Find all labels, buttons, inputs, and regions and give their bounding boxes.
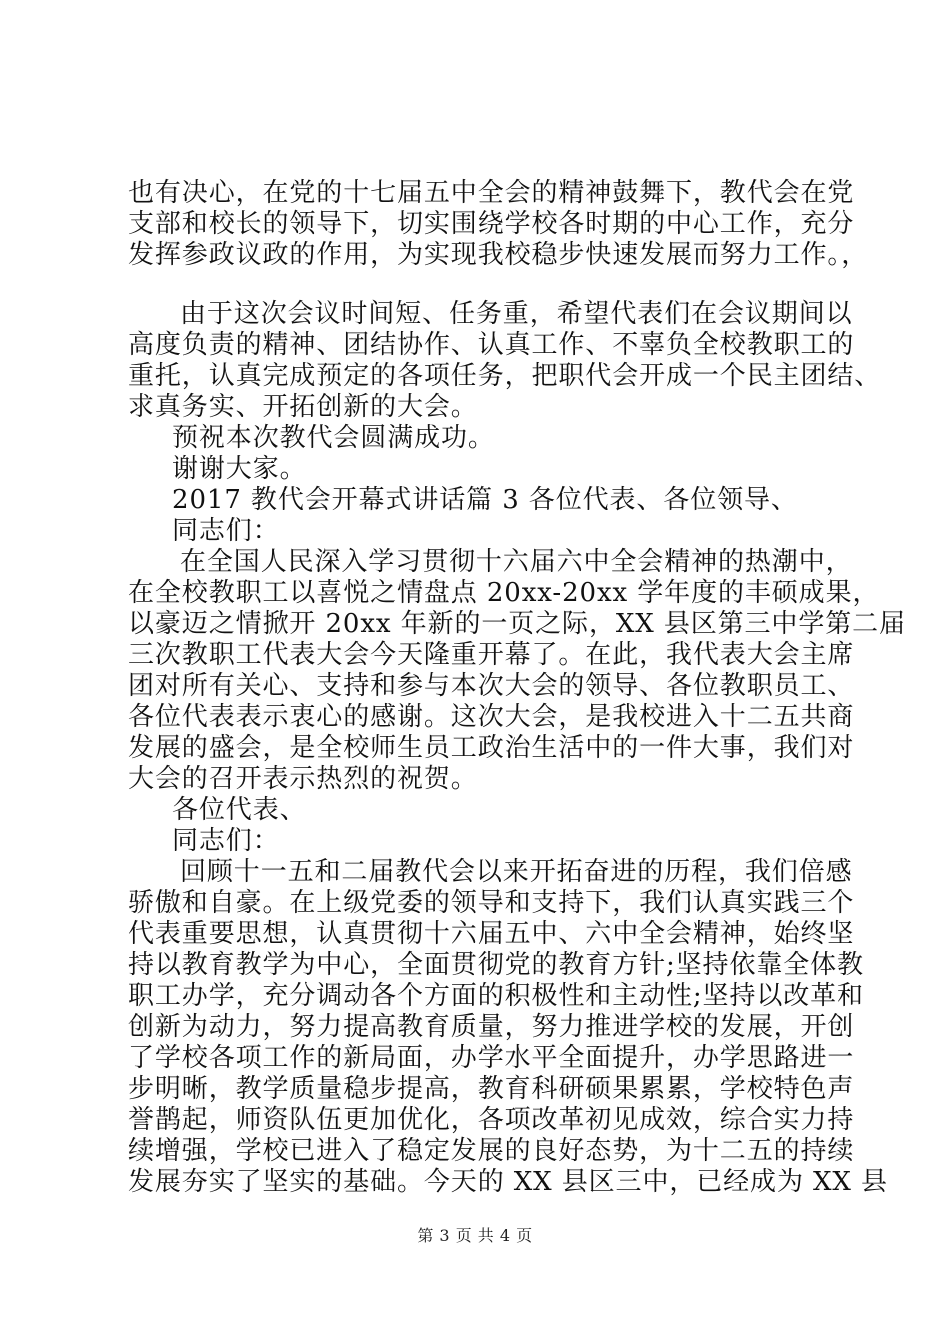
text-line: 高度负责的精神、团结协作、认真工作、不辜负全校教职工的 (128, 330, 855, 360)
text-line: 了学校各项工作的新局面，办学水平全面提升，办学思路进一 (128, 1043, 855, 1073)
text-line: 续增强，学校已进入了稳定发展的良好态势，为十二五的持续 (128, 1136, 855, 1166)
text-line: 步明晰，教学质量稳步提高，教育科研硕果累累，学校特色声 (128, 1074, 855, 1104)
text-line: 也有决心，在党的十七届五中全会的精神鼓舞下，教代会在党 (128, 178, 855, 208)
text-line: 求真务实、开拓创新的大会。 (128, 392, 478, 422)
text-line: 各位代表表示衷心的感谢。这次大会，是我校进入十二五共商 (128, 702, 855, 732)
text-line: 预祝本次教代会圆满成功。 (172, 423, 495, 453)
text-line: 创新为动力，努力提高教育质量，努力推进学校的发展，开创 (128, 1012, 855, 1042)
text-line: 在全国人民深入学习贯彻十六届六中全会精神的热潮中， (180, 547, 853, 577)
text-line: 三次教职工代表大会今天隆重开幕了。在此，我代表大会主席 (128, 640, 855, 670)
text-line: 各位代表、 (172, 795, 307, 825)
text-line: 持以教育教学为中心，全面贯彻党的教育方针;坚持依靠全体教 (128, 950, 864, 980)
text-line: 在全校教职工以喜悦之情盘点 20xx-20xx 学年度的丰硕成果， (128, 578, 880, 608)
text-line: 发展的盛会，是全校师生员工政治生活中的一件大事，我们对 (128, 733, 855, 763)
text-line: 大会的召开表示热烈的祝贺。 (128, 764, 478, 794)
text-line: 团对所有关心、支持和参与本次大会的领导、各位教职员工、 (128, 671, 855, 701)
text-line: 誉鹊起，师资队伍更加优化，各项改革初见成效，综合实力持 (128, 1105, 855, 1135)
text-line: 谢谢大家。 (172, 454, 307, 484)
text-line: 重托，认真完成预定的各项任务，把职代会开成一个民主团结、 (128, 361, 882, 391)
text-line: 支部和校长的领导下，切实围绕学校各时期的中心工作，充分 (128, 209, 855, 239)
text-line: 同志们： (172, 516, 280, 546)
text-line: 发展夯实了坚实的基础。今天的 XX 县区三中，已经成为 XX 县 (128, 1167, 888, 1197)
text-line: 由于这次会议时间短、任务重，希望代表们在会议期间以 (180, 299, 853, 329)
page-number-footer: 第 3 页 共 4 页 (417, 1226, 533, 1245)
text-line: 2017 教代会开幕式讲话篇 3 各位代表、各位领导、 (172, 485, 798, 515)
text-line: 代表重要思想，认真贯彻十六届五中、六中全会精神，始终坚 (128, 919, 855, 949)
text-line: 以豪迈之情掀开 20xx 年新的一页之际，XX 县区第三中学第二届 (128, 609, 906, 639)
text-line: 发挥参政议政的作用，为实现我校稳步快速发展而努力工作。， (128, 240, 869, 270)
text-line: 职工办学，充分调动各个方面的积极性和主动性;坚持以改革和 (128, 981, 864, 1011)
text-line: 骄傲和自豪。在上级党委的领导和支持下，我们认真实践三个 (128, 888, 855, 918)
text-line: 同志们： (172, 826, 280, 856)
text-line: 回顾十一五和二届教代会以来开拓奋进的历程，我们倍感 (180, 857, 853, 887)
